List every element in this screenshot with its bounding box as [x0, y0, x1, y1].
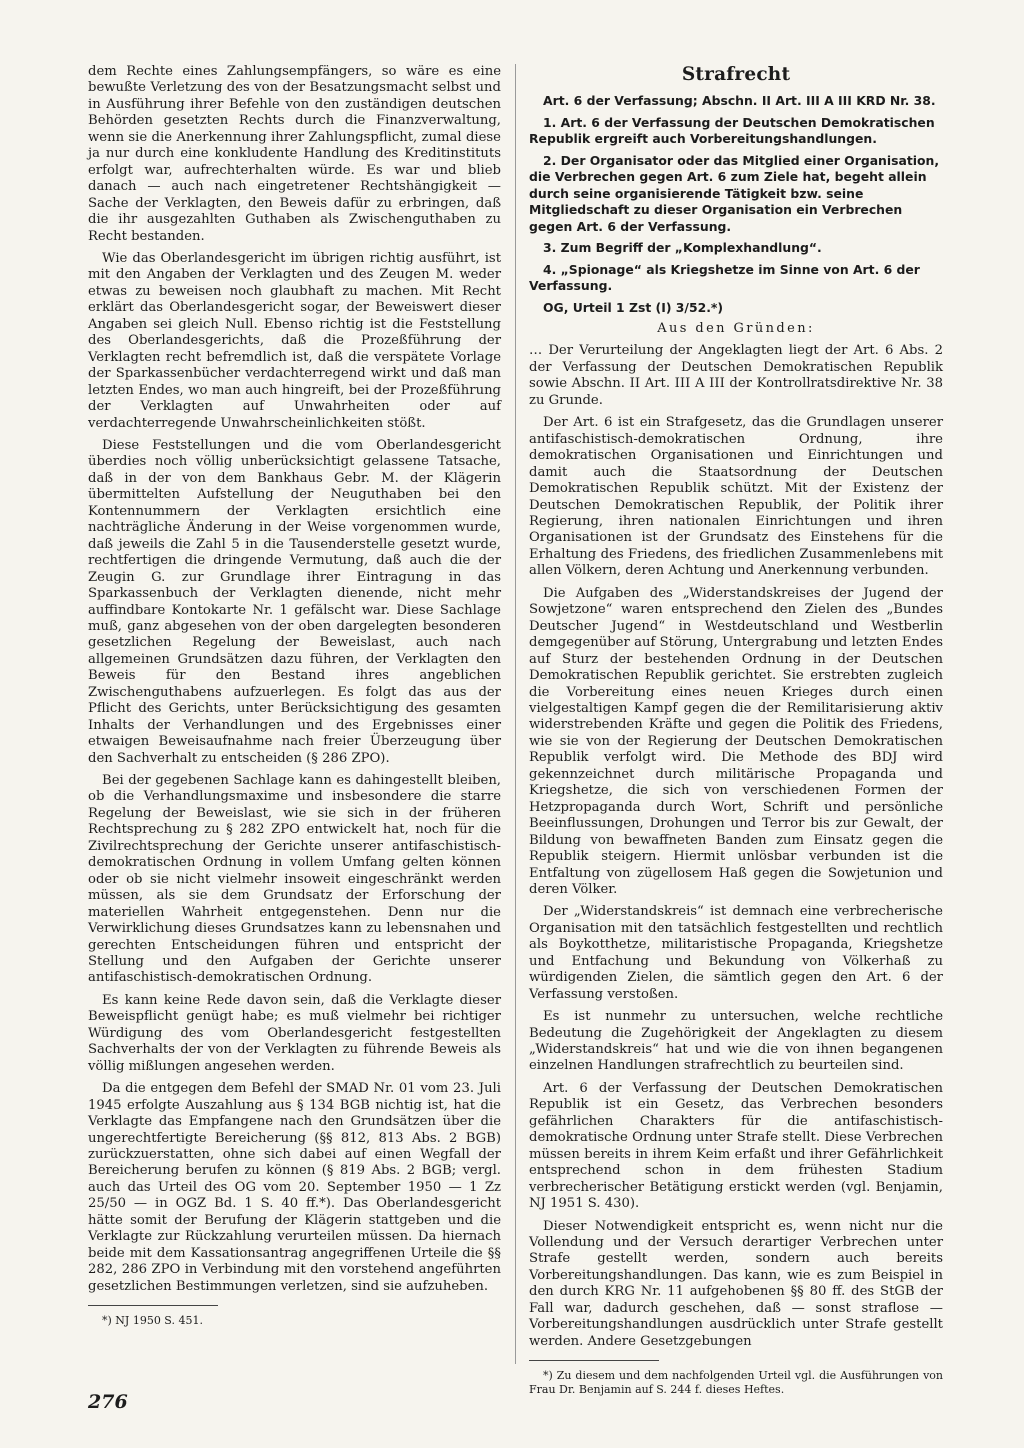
page-number: 276 — [88, 1391, 128, 1413]
case-citation: OG, Urteil 1 Zst (I) 3/52.*) — [543, 299, 724, 315]
footnote: *) NJ 1950 S. 451. — [102, 1314, 203, 1328]
paragraph: Die Aufgaben des „Widerstandskreises der Jugend der Sowjetzone“ waren entsprechend den Zielen des „Bundes Deutscher Jugend“ in Westdeutschland und Westberlin demgegenüber auf Störung, Untergrabung und letzten Endes auf Sturz der bestehenden Ordnung in der Deutschen Demokratischen Republik gerichtet. Sie erstrebten zugleich die Vorbereitung eines neuen Krieges durch einen vielgestaltigen Kampf gegen die der Remilitarisierung aktiv widerstrebenden Kräfte und gegen die Politik des Friedens, wie sie von der Regierung der Deutschen Demokratischen Republik verfolgt wird. Die Methode des BDJ wird gekennzeichnet durch militärische Propaganda und Kriegshetze, die sich von verschiedenen Formen der Hetzpropaganda durch Wort, Schrift und persönliche Beeinflussungen, Drohungen und Terror bis zur Gewalt, der Bildung von bewaffneten Banden zum Einsatz gegen die Republik steigern. Hiermit unlösbar verbunden ist die Entfaltung von zügellosem Haß gegen die Sowjetunion und deren Völker. — [529, 585, 943, 897]
right-column — [529, 64, 943, 1399]
headnote: 2. Der Organisator oder das Mitglied einer Organisation, die Verbrechen gegen Art. 6 zum Ziele hat, begeht allein durch seine organisierende Tätigkeit bzw. seine Mitgliedschaft zu dieser Organisation ein Verbrechen gegen Art. 6 der Verfassung. — [529, 152, 940, 234]
headnote: 3. Zum Begriff der „Komplexhandlung“. — [543, 240, 822, 255]
footnote: *) Zu diesem und dem nachfolgenden Urteil vgl. die Ausführungen von Frau Dr. Benjamin auf S. 244 f. dieses Heftes. — [529, 1369, 943, 1397]
headnote: 4. „Spionage“ als Kriegshetze im Sinne von Art. 6 der Verfassung. — [529, 261, 920, 293]
paragraph: Es ist nunmehr zu untersuchen, welche rechtliche Bedeutung die Zugehörigkeit der Angeklagten zu diesem „Widerstandskreis“ hat und wie die von ihnen begangenen einzelnen Handlungen strafrechtlich zu beurteilen sind. — [529, 1009, 943, 1074]
paragraph: Diese Feststellungen und die vom Oberlandesgericht überdies noch völlig unberücksichtigt gelassene Tatsache, daß in der von dem Bankhaus Gebr. M. der Klägerin übermittelten Aufstellung der Neuguthaben bei den Kontennummern der Verklagten ersichtlich eine nachträgliche Änderung in der Weise vorgenommen wurde, daß jeweils die Zahl 5 in die Tausenderstelle gesetzt wurde, rechtfertigen die dringende Vermutung, daß auch die der Zeugin G. zur Grundlage ihrer Eintragung in das Sparkassenbuch der Verklagten dienende, nicht mehr auffindbare Kontokarte Nr. 1 gefälscht war. Diese Sachlage muß, ganz abgesehen von der oben dargelegten besonderen gesetzlichen Regelung der Beweislast, auch nach allgemeinen Grundsätzen dazu führen, der Verklagten den Beweis für den Bestand ihres angeblichen Zwischenguthabens aufzuerlegen. Es folgt das aus der Pflicht des Gerichts, unter Berücksichtigung des gesamten Inhalts der Verhandlungen und des Ergebnisses einer etwaigen Beweisaufnahme nach freier Überzeugung über den Sachverhalt zu entscheiden (§ 286 ZPO). — [88, 437, 501, 766]
paragraph: dem Rechte eines Zahlungsempfängers, so wäre es eine bewußte Verletzung des von der Besatzungsmacht selbst und in Ausführung ihrer Befehle von den zuständigen deutschen Behörden gesetzten Rechts durch die Finanzverwaltung, wenn sie die Anerkennung ihrer Zahlungspflicht, zumal diese ja nur durch eine konkludente Handlung des Kreditinstituts erfolgt war, aufrechterhalten würde. Es war und blieb danach — auch nach eingetretener Rechtshängigkeit — Sache der Verklagten, den Beweis dafür zu erbringen, daß die ihr ausgezahlten Guthaben als Zwischenguthaben zu Recht bestanden. — [88, 64, 501, 244]
paragraph: Dieser Notwendigkeit entspricht es, wenn nicht nur die Vollendung und der Versuch derartiger Verbrechen unter Strafe gestellt werden, sondern auch bereits Vorbereitungshandlungen. Das kann, wie es zum Beispiel in den durch KRG Nr. 11 aufgehobenen §§ 80 ff. des StGB der Fall war, dadurch geschehen, daß — sonst straflose — Vorbereitungshandlungen ausdrücklich unter Strafe gestellt werden. Andere Gesetzgebungen — [529, 1218, 943, 1349]
statute-reference: Art. 6 der Verfassung; Abschn. II Art. III A III KRD Nr. 38. — [543, 93, 936, 108]
section-heading: Strafrecht — [681, 64, 791, 85]
paragraph: Da die entgegen dem Befehl der SMAD Nr. 01 vom 23. Juli 1945 erfolgte Auszahlung aus § 134 BGB nichtig ist, hat die Verklagte das Empfangene nach den Grundsätzen über die ungerechtfertigte Bereicherung (§§ 812, 813 Abs. 2 BGB) zurückzuerstatten, ohne sich dabei auf einen Wegfall der Bereicherung berufen zu können (§ 819 Abs. 2 BGB; vergl. auch das Urteil des OG vom 20. September 1950 — 1 Zz 25/50 — in OGZ Bd. 1 S. 40 ff.*). Das Oberlandesgericht hätte somit der Berufung der Klägerin stattgeben und die Verklagte zur Rückzahlung verurteilen müssen. Da hiernach beide mit dem Kassationsantrag angegriffenen Urteile die §§ 282, 286 ZPO in Verbindung mit den vorstehend angeführten gesetzlichen Bestimmungen verletzen, sind sie aufzuheben. — [88, 1081, 501, 1294]
paragraph: … Der Verurteilung der Angeklagten liegt der Art. 6 Abs. 2 der Verfassung der Deutschen Demokratischen Republik sowie Abschn. II Art. III A III der Kontrollratsdirektive Nr. 38 zu Grunde. — [529, 343, 943, 408]
footnote-divider — [529, 1360, 659, 1361]
paragraph: Der „Widerstandskreis“ ist demnach eine verbrecherische Organisation mit den tatsächlich festgestellten und rechtlich als Boykotthetze, militaristische Propaganda, Kriegshetze und Entfachung und Bekundung von Völkerhaß zu würdigenden Zielen, die sämtlich gegen den Art. 6 der Verfassung verstoßen. — [529, 904, 943, 1002]
paragraph: Der Art. 6 ist ein Strafgesetz, das die Grundlagen unserer antifaschistisch-demokratischen Ordnung, ihre demokratischen Organisationen und Einrichtungen und damit auch die Staatsordnung der Deutschen Demokratischen Republik schützt. Mit der Existenz der Deutschen Demokratischen Republik, der Politik ihrer Regierung, ihren nationalen Einrichtungen und ihren Organisationen ist der Grundsatz des Einstehens für die Erhaltung des Friedens, des friedlichen Zusammenlebens mit allen Völkern, deren Achtung und Anerkennung verbunden. — [529, 415, 943, 579]
column-divider — [515, 64, 516, 1364]
reasons-label: Aus den Gründen: — [657, 321, 815, 336]
headnote: 1. Art. 6 der Verfassung der Deutschen Demokratischen Republik ergreift auch Vorbereitungshandlungen. — [529, 114, 935, 146]
left-column — [88, 64, 501, 1330]
paragraph: Wie das Oberlandesgericht im übrigen richtig ausführt, ist mit den Angaben der Verklagten und des Zeugen M. weder etwas zu beweisen noch glaubhaft zu machen. Mit Recht erklärt das Oberlandesgericht sogar, der Beweiswert dieser Angaben sei gleich Null. Ebenso richtig ist die Feststellung des Oberlandesgerichts, daß die Prozeßführung der Verklagten recht befremdlich ist, daß die verspätete Vorlage der Sparkassenbücher verdachterregend wirkt und daß man letzten Endes, wo man auch hingreift, bei der Prozeßführung der Verklagten auf Unwahrheiten oder auf verdachterregende Unwahrscheinlichkeiten stößt. — [88, 250, 501, 431]
paragraph: Bei der gegebenen Sachlage kann es dahingestellt bleiben, ob die Verhandlungsmaxime und insbesondere die starre Regelung der Beweislast, wie sie sich in der früheren Rechtsprechung zu § 282 ZPO entwickelt hat, noch für die Zivilrechtsprechung der Gerichte unserer antifaschistisch-demokratischen Ordnung in vollem Umfang gelten können oder ob sie nicht vielmehr insoweit eingeschränkt werden müssen, als sie dem Grundsatz der Erforschung der materiellen Wahrheit entgegenstehen. Denn nur die Verwirklichung dieses Grundsatzes kann zu lebensnahen und gerechten Entscheidungen führen und entspricht der Stellung und den Aufgaben der Gerichte unserer antifaschistisch-demokratischen Ordnung. — [88, 773, 501, 986]
paragraph: Es kann keine Rede davon sein, daß die Verklagte dieser Beweispflicht genügt habe; es muß vielmehr bei richtiger Würdigung des vom Oberlandesgericht festgestellten Sachverhalts der von der Verklagten zu führende Beweis als völlig mißlungen angesehen werden. — [88, 992, 501, 1074]
footnote-divider — [88, 1305, 218, 1306]
paragraph: Art. 6 der Verfassung der Deutschen Demokratischen Republik ist ein Gesetz, das Verbrechen besonders gefährlichen Charakters für die antifaschistisch-demokratische Ordnung unter Strafe stellt. Diese Verbrechen müssen bereits in ihrem Keim erfaßt und ihrer Gefährlichkeit entsprechend schon in dem frühesten Stadium verbrecherischer Betätigung erstickt werden (vgl. Benjamin, NJ 1951 S. 430). — [529, 1080, 943, 1212]
